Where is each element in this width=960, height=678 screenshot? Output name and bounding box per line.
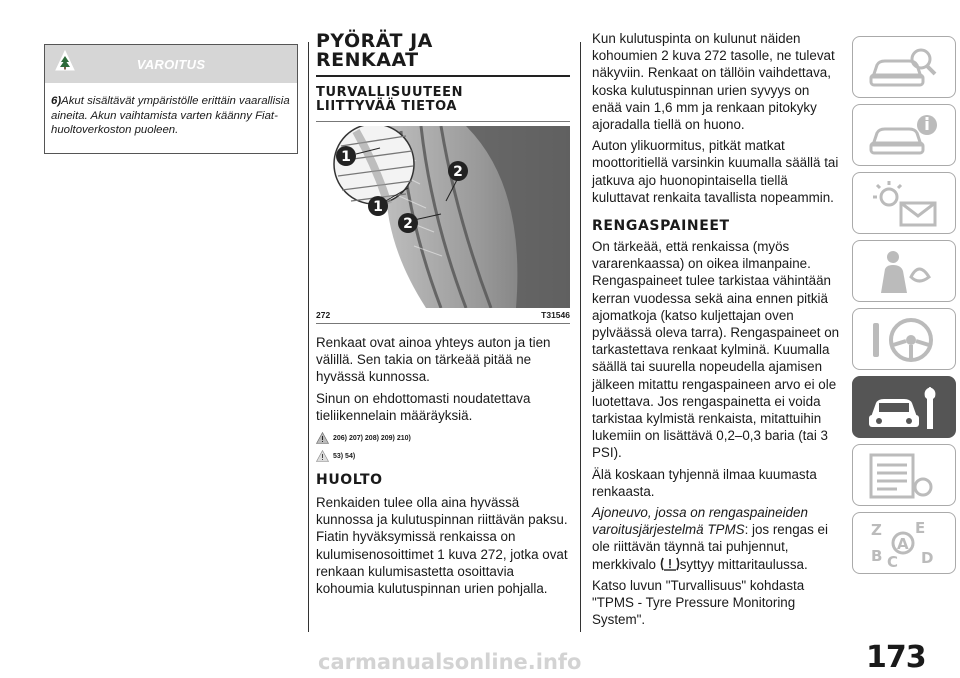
car-info-icon xyxy=(867,111,943,161)
warning-body: Akut sisältävät ympäristölle erittäin vaarallisia aineita. Akun vaihtamista varten käänny Fiat-huoltoverkoston puoleen. xyxy=(51,95,290,136)
warning-title: VAROITUS xyxy=(136,57,206,72)
section-heading-rengaspaineet: RENGASPAINEET xyxy=(592,218,730,235)
callout-label: 2 xyxy=(453,164,463,180)
column-divider-right xyxy=(580,42,581,632)
tab-car-info[interactable] xyxy=(852,104,956,166)
tyre-illustration xyxy=(316,126,570,308)
caution-triangle-icon xyxy=(316,450,329,462)
svg-text:B: B xyxy=(871,547,883,565)
caution-refs-text: 53) 54) xyxy=(333,452,356,460)
tab-technical-data[interactable] xyxy=(852,444,956,506)
svg-text:C: C xyxy=(887,553,899,569)
callout-label: 1 xyxy=(341,149,351,165)
tyre-pressure-warning-icon xyxy=(660,556,680,572)
tab-safety[interactable] xyxy=(852,240,956,302)
warning-text xyxy=(45,83,297,138)
right-column xyxy=(592,30,842,629)
figure-number: 272 xyxy=(316,310,331,320)
chapter-tabs xyxy=(852,36,956,580)
svg-text:D: D xyxy=(921,549,934,567)
callout-label: 2 xyxy=(403,216,413,232)
chapter-heading: PYÖRÄT JA RENKAAT xyxy=(316,30,433,71)
paragraph: On tärkeää, että renkaissa (myös vararenkaassa) on oikea ilmanpaine. Rengaspaineet tulee tarkistaa vähintään kerran vuodessa sekä aina ennen pitkiä ajomatkoja (katso kuljettajan oven pylväässä oleva tarra). Rengaspaineet on tarkastettava renkaat kylminä. Kuumalla säällä tai suurella nopeudella ajamisen jälkeen mitattu rengaspaineen arvo ei ole luotettava. Jos rengaspainetta ei voida tarkistaa kylmistä renkaista, mitattuihin lukemiin on lisättävä 0,2–0,3 baria (tai 3 PSI). xyxy=(592,239,840,461)
paragraph: Sinun on ehdottomasti noudatettava tieliikennelain määräyksiä. xyxy=(316,390,531,423)
warning-triangle-icon xyxy=(316,432,329,444)
figure-rule xyxy=(316,323,570,324)
warning-header xyxy=(45,45,297,83)
paragraph: Renkaat ovat ainoa yhteys auton ja tien välillä. Sen takia on tärkeää pitää ne hyvässä kunnossa. xyxy=(316,335,551,385)
tab-dashboard-lights[interactable] xyxy=(852,172,956,234)
paragraph: Katso luvun "Turvallisuus" kohdasta "TPMS - Tyre Pressure Monitoring System". xyxy=(592,577,805,628)
page-number: 173 xyxy=(866,640,926,675)
tab-maintenance[interactable] xyxy=(852,376,956,438)
technical-list-icon xyxy=(867,451,943,501)
svg-text:A: A xyxy=(897,535,909,553)
tyre-figure xyxy=(316,126,570,308)
svg-text:Z: Z xyxy=(871,521,882,539)
tpms-text-1: : jos rengas ei ole riittävän täynnä tai puhjennut, merkkivalo xyxy=(592,522,828,572)
dashboard-lights-icon xyxy=(867,179,943,229)
middle-column xyxy=(316,32,570,597)
heading-rule xyxy=(316,75,570,77)
warning-refs-text: 206) 207) 208) 209) 210) xyxy=(333,434,411,442)
tab-steering[interactable] xyxy=(852,308,956,370)
paragraph: Auton ylikuormitus, pitkät matkat moottoritiellä varsinkin kuumalla säällä tai jatkuva ajo huonopintaisella tiellä kuluttavat renkaita tavallista nopeammin. xyxy=(592,138,839,205)
tab-car-search[interactable] xyxy=(852,36,956,98)
paragraph: Älä koskaan tyhjennä ilmaa kuumasta renkaasta. xyxy=(592,466,817,499)
figure-caption xyxy=(316,310,570,321)
car-wrench-icon xyxy=(867,383,943,433)
callout-label: 1 xyxy=(373,199,383,215)
warning-references xyxy=(316,430,570,446)
warning-box xyxy=(44,44,298,154)
section-heading-huolto: HUOLTO xyxy=(316,472,383,489)
subheading: TURVALLISUUTEEN LIITTYVÄÄ TIETOA xyxy=(316,85,464,114)
tpms-text-2: syttyy mittaritaulussa. xyxy=(679,556,808,572)
tpms-italic: Ajoneuvo, jossa on rengaspaineiden varoitusjärjestelmä TPMS xyxy=(592,505,808,538)
column-divider-left xyxy=(308,42,309,632)
caution-references xyxy=(316,448,570,464)
svg-text:E: E xyxy=(915,519,926,537)
paragraph: Kun kulutuspinta on kulunut näiden kohoumien 2 kuva 272 tasolle, ne tulevat näkyviin. Renkaat on tällöin vaihdettava, koska kulutuspinnan urien syvyys on enää vain 1,6 mm ja renkaan pitokyky ajoradalla tiellä on huono. xyxy=(592,31,835,133)
subheading-rule xyxy=(316,121,570,122)
car-search-icon xyxy=(867,43,943,93)
steering-wheel-icon xyxy=(867,315,943,365)
tab-index[interactable] xyxy=(852,512,956,574)
watermark: carmanualsonline.info xyxy=(318,650,582,674)
paragraph: Renkaiden tulee olla aina hyvässä kunnossa ja kulutuspinnan riittävän paksu. Fiatin hyväksymissä renkaissa on kulumisenosoittimet 1 kuva 272, jotka ovat renkaan kulumisastetta osoittavia kohoumia kulutuspinnan urien pohjalla. xyxy=(316,495,568,597)
safety-person-icon xyxy=(867,247,943,297)
index-letters-icon xyxy=(867,519,943,569)
warning-ref: 6) xyxy=(51,95,62,107)
paragraph-tpms xyxy=(592,504,842,573)
figure-code: T31546 xyxy=(541,310,570,320)
